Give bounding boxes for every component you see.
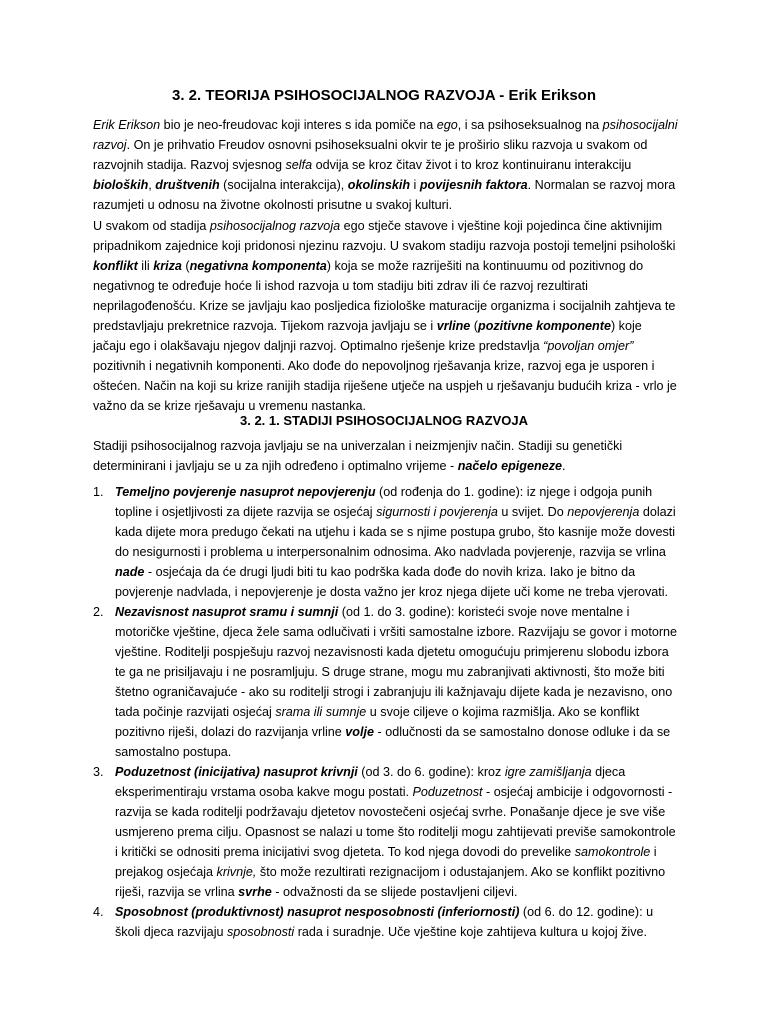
text-run: selfa (285, 158, 313, 172)
text-run: Nezavisnost nasuprot sramu i sumnji (115, 605, 339, 619)
text-run: dolazi kada dijete mora predugo čekati na utjehu i kada se s njime postupa grubo, što kasnije može dovesti do nesigurnosti i problema u interpersonalnim odnosima. Ako nadvlada povjerenje, razvija se vrlina (115, 505, 676, 559)
intro-paragraph (93, 115, 678, 215)
text-run: Temeljno povjerenje nasuprot nepovjerenju (115, 485, 376, 499)
text-run: srama ili sumnje (275, 705, 367, 719)
text-run: U svakom od stadija (93, 219, 210, 233)
text-run: . Normalan se razvoj mora razumjeti u odnosu na životne okolnosti prisutne u svakoj kulturi. (93, 178, 676, 212)
list-number: 2. (93, 605, 104, 619)
list-number: 4. (93, 905, 104, 919)
stages-paragraph (93, 436, 678, 476)
list-number: 1. (93, 485, 104, 499)
text-run: pozitivne komponente (478, 319, 611, 333)
list-item-1 (93, 482, 680, 602)
text-run: (od 3. do 6. godine): kroz (357, 765, 505, 779)
text-run: pozitivnih i negativnih komponenti. Ako dođe do nepovoljnog rješavanja krize, razvoj ega je usporen i oštećen. Način na koji su krize ranijih stadija riješene utječe na uspjeh u rješavanju budućih kriza - vrlo je važno da se krize rješavaju u vremenu nastanka. (93, 359, 677, 413)
text-run: samokontrole (574, 845, 651, 859)
text-run: ( (181, 259, 190, 273)
ego-paragraph (93, 216, 678, 416)
text-run: - osjećaja da će drugi ljudi biti tu kao podrška kada dođe do novih kriza. Iako je bitno da povjerenje nadvlada, i nepovjerenje je dosta važno jer kroz njega dijete uči kome ne treba vjerovati. (115, 565, 669, 599)
text-run: okolinskih (347, 178, 411, 192)
list-text (115, 765, 676, 899)
list-item-2 (93, 602, 680, 762)
text-run: u svijet. Do (497, 505, 568, 519)
text-run: (socijalna interakcija), (219, 178, 348, 192)
text-run: . (562, 459, 566, 473)
text-run: konflikt (93, 259, 138, 273)
text-run: što može rezultirati rezignacijom i odustajanjem. Ako se konflikt pozitivno riješi, razvija se vrlina (115, 865, 666, 899)
text-run: - odvažnosti da se slijede postavljeni ciljevi. (271, 885, 518, 899)
text-run: Sposobnost (produktivnost) nasuprot nesposobnosti (inferiornosti) (115, 905, 520, 919)
text-run: ego stječe stavove i vještine koji pojedinca čine aktivnijim pripadnikom zajednice koji pridonosi njezinu razvoju. U svakom stadiju razvoja postoji temeljni psihološki (93, 219, 676, 253)
text-run: ( (470, 319, 478, 333)
text-run: ) koje jačaju ego i olakšavaju njegov daljnji razvoj. Optimalno rješenje krize predstavlja (93, 319, 642, 353)
text-run: (od 1. do 3. godine): koristeći svoje nove mentalne i motoričke vještine, djeca žele sama odlučivati i vršiti samostalne izbore. Razvijaju se govor i motorne vještine. Roditelji pospješuju razvoj nezavisnosti kada djetetu omogućuju primjerenu slobodu izbora te ga ne prisiljavaju i ne posramljuju. S druge strane, mogu mu zabranjivati aktivnosti, što može biti štetno ograničavajuće - ako su roditelji strogi i zabranjuju ili kažnjavaju dijete kada je nezavisno, ono tada počinje razvijati osjećaj (115, 605, 678, 719)
list-text (115, 905, 653, 939)
text-run: - odlučnosti da se samostalno donose odluke i da se samostalno postupa. (115, 725, 671, 759)
text-run: rada i suradnje. Uče vještine koje zahtijeva kultura u kojoj žive. (294, 925, 648, 939)
text-run: psihosocijalnog razvoja (209, 219, 341, 233)
list-item-4 (93, 902, 680, 942)
text-run: (od 6. do 12. godine): u školi djeca razvijaju (115, 905, 654, 939)
text-run: psihosocijalni razvoj (93, 118, 678, 152)
text-run: ) koja se može razriješiti na kontinuumu od pozitivnog do negativnog te određuje hoće li ishod razvoja u tom stadiju biti zdrav ili će razvoj rezultirati neprilagođenošću. Krize se javljaju kao posljedica fiziološke maturacije organizma i socijalnih zahtjeva te predstavljaju prekretnice razvoja. Tijekom razvoja javljaju se i (93, 259, 676, 333)
text-run: svrhe (238, 885, 272, 899)
text-run: . On je prihvatio Freudov osnovni psihoseksualni okvir te je proširio sliku razvoja u svakom od razvojnih stadija. Razvoj svjesnog (93, 138, 648, 172)
text-run: u svoje ciljeve o kojima razmišlja. Ako se konflikt pozitivno riješi, dolazi do razvijanja vrline (115, 705, 640, 739)
text-run: Poduzetnost (412, 785, 483, 799)
text-run: (od rođenja do 1. godine): iz njege i odgoja punih topline i osjetljivosti za dijete razvija se osjećaj (115, 485, 653, 519)
text-run: Poduzetnost (inicijativa) nasuprot krivnji (115, 765, 358, 779)
text-run: ili (137, 259, 154, 273)
list-item-3 (93, 762, 680, 902)
list-text (115, 605, 677, 759)
text-run: negativna komponenta (189, 259, 327, 273)
list-number: 3. (93, 765, 104, 779)
text-run: povijesnih faktora (419, 178, 528, 192)
subsection-title: 3. 2. 1. STADIJI PSIHOSOCIJALNOG RAZVOJA (240, 413, 528, 428)
text-run: načelo epigeneze (457, 459, 562, 473)
text-run: djeca eksperimentiraju vrstama osoba kakve mogu postati. (115, 765, 626, 799)
text-run: sposobnosti (227, 925, 295, 939)
text-run: krivnje, (216, 865, 257, 879)
text-run: ego (436, 118, 458, 132)
text-run: odvija se kroz čitav život i to kroz kontinuiranu interakciju (312, 158, 632, 172)
text-run: bio je neo-freudovac koji interes s ida pomiče na (160, 118, 437, 132)
section-title: 3. 2. TEORIJA PSIHOSOCIJALNOG RAZVOJA - Erik Erikson (172, 87, 596, 104)
text-run: bioloških (93, 178, 149, 192)
text-run: i prejakog osjećaja (115, 845, 657, 879)
text-run: Stadiji psihosocijalnog razvoja javljaju se na univerzalan i neizmjenjiv način. Stadiji su genetički determinirani i javljaju se u za njih određeno i optimalno vrijeme - (93, 439, 623, 473)
text-run: volje (345, 725, 374, 739)
text-run: vrline (436, 319, 471, 333)
text-run: “povoljan omjer” (543, 339, 634, 353)
text-run: Erik Erikson (93, 118, 161, 132)
text-run: kriza (153, 259, 182, 273)
text-run: i (410, 178, 420, 192)
list-text (115, 485, 676, 599)
text-run: nade (115, 565, 145, 579)
stages-list (93, 482, 680, 942)
text-run: igre zamišljanja (504, 765, 592, 779)
text-run: sigurnosti i povjerenja (376, 505, 498, 519)
text-run: nepovjerenja (567, 505, 640, 519)
text-run: , (148, 178, 156, 192)
text-run: društvenih (155, 178, 220, 192)
text-run: , i sa psihoseksualnog na (457, 118, 603, 132)
text-run: - osjećaj ambicije i odgovornosti - razvija se kada roditelji podržavaju djetetov novostečeni osjećaj svrhe. Ponašanje djece je sve više usmjereno prema cilju. Opasnost se nalazi u tome što roditelji mogu zahtijevati previše samokontrole i kritički se odnositi prema inicijativi svog djeteta. To kod njega dovodi do prevelike (115, 785, 676, 859)
